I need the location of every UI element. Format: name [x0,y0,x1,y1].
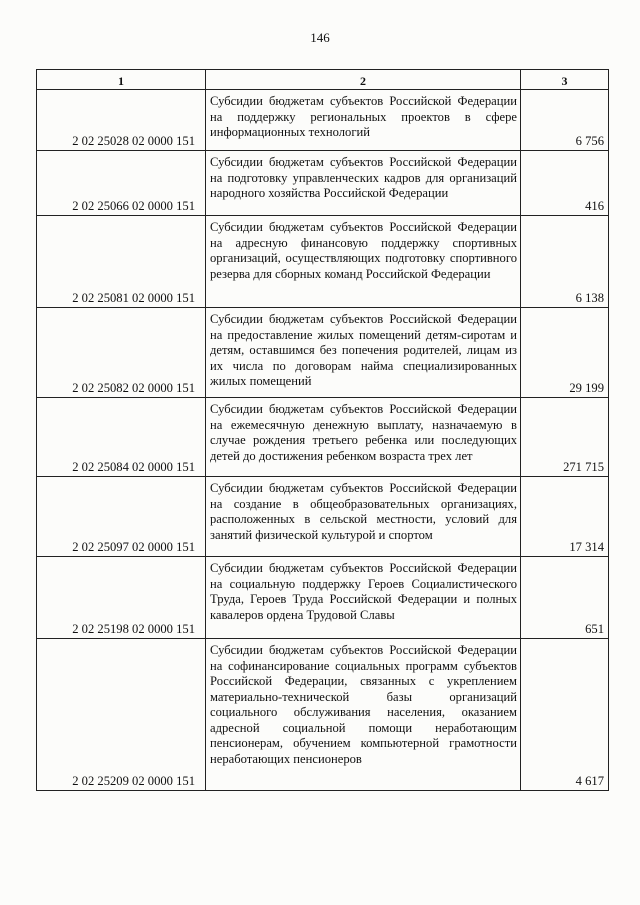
budget-code: 2 02 25082 02 0000 151 [37,308,206,398]
page-number: 146 [310,30,330,45]
subsidy-amount: 271 715 [521,398,609,477]
subsidy-description: Субсидии бюджетам субъектов Российской Федерации на социальную поддержку Героев Социалистического Труда, Героев Труда Российской Федерации и полных кавалеров ордена Трудовой Славы [206,557,521,639]
subsidy-amount: 29 199 [521,308,609,398]
budget-code: 2 02 25198 02 0000 151 [37,557,206,639]
budget-table [36,69,609,791]
subsidy-description: Субсидии бюджетам субъектов Российской Федерации на ежемесячную денежную выплату, назначаемую в случае рождения третьего ребенка или последующих детей до достижения ребенком возраста трех лет [206,398,521,477]
table-row [37,90,609,151]
budget-code: 2 02 25084 02 0000 151 [37,398,206,477]
table-row [37,308,609,398]
subsidy-amount: 651 [521,557,609,639]
subsidy-amount: 6 756 [521,90,609,151]
subsidy-description: Субсидии бюджетам субъектов Российской Федерации на предоставление жилых помещений детям-сиротам и детям, оставшимся без попечения родителей, лицам из их числа по договорам найма специализированных жилых помещений [206,308,521,398]
subsidy-amount: 17 314 [521,477,609,557]
budget-code: 2 02 25097 02 0000 151 [37,477,206,557]
column-header-amount: 3 [521,70,609,90]
table-row [37,398,609,477]
table-row [37,151,609,216]
table-header-row [37,70,609,90]
table-row [37,639,609,791]
budget-code: 2 02 25209 02 0000 151 [37,639,206,791]
column-header-description: 2 [206,70,521,90]
subsidy-description: Субсидии бюджетам субъектов Российской Федерации на подготовку управленческих кадров для организаций народного хозяйства Российской Федерации [206,151,521,216]
table-row [37,216,609,308]
subsidy-description: Субсидии бюджетам субъектов Российской Федерации на адресную финансовую поддержку спортивных организаций, осуществляющих подготовку спортивного резерва для сборных команд Российской Федерации [206,216,521,308]
subsidy-description: Субсидии бюджетам субъектов Российской Федерации на поддержку региональных проектов в сфере информационных технологий [206,90,521,151]
budget-code: 2 02 25028 02 0000 151 [37,90,206,151]
column-header-code: 1 [37,70,206,90]
table-row [37,557,609,639]
subsidy-amount: 6 138 [521,216,609,308]
budget-code: 2 02 25081 02 0000 151 [37,216,206,308]
subsidy-description: Субсидии бюджетам субъектов Российской Федерации на создание в общеобразовательных организациях, расположенных в сельской местности, условий для занятий физической культурой и спортом [206,477,521,557]
subsidy-description: Субсидии бюджетам субъектов Российской Федерации на софинансирование социальных программ субъектов Российской Федерации, связанных с укреплением материально-технической базы организаций социального обслуживания населения, оказанием адресной социальной помощи неработающим пенсионерам, обучением компьютерной грамотности неработающих пенсионеров [206,639,521,791]
subsidy-amount: 416 [521,151,609,216]
budget-code: 2 02 25066 02 0000 151 [37,151,206,216]
table-row [37,477,609,557]
subsidy-amount: 4 617 [521,639,609,791]
